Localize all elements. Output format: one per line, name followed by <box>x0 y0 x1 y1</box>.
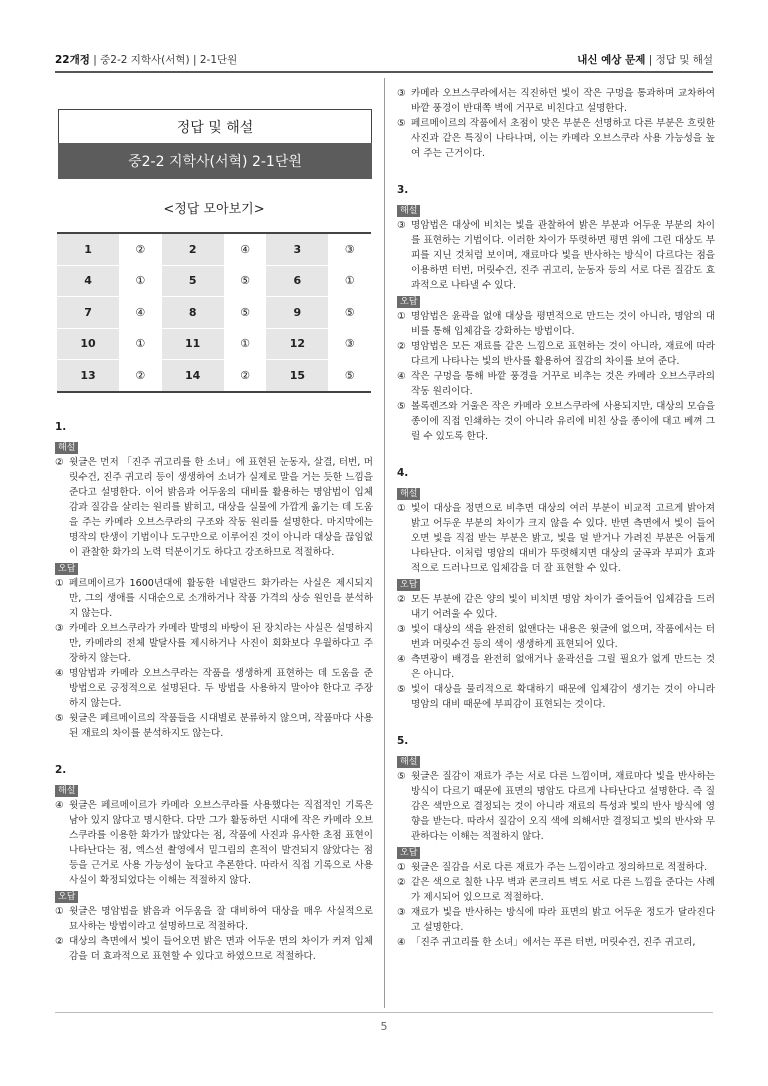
choice-marker: ③ <box>397 220 406 231</box>
item-text: 윗글은 먼저 「진주 귀고리를 한 소녀」에 표현된 눈동자, 살결, 터번, 머릿수건, 진주 귀고리 등이 생생하여 소녀가 실제로 말을 거는 듯한 느낌을 준다고 설명한다. 이어 밝음과 어두움의 대비를 활용하는 명암법이 입체감과 질감을 살리는 원리를 밝히고, 대상을 실물에 가깝게 옮기는 데 도움을 주는 카메라 오브스쿠라의 구조와 작동 원리를 설명한다. 마지막에는 명작의 탄생이 기법이나 도구만으로 이루어진 것이 아니라 대상을 끊임없이 관찰한 화가의 노력 덕분이기도 하다고 강조하므로 적절하다. <box>69 457 373 558</box>
explanation-tag <box>55 782 373 798</box>
wrong-answer-tag <box>55 888 373 904</box>
item-text: 빛이 대상을 물리적으로 확대하기 때문에 입체감이 생기는 것이 아니라 명암의 대비 때문에 부피감이 표현되는 것이다. <box>411 684 715 710</box>
answer-cell: ⑤ <box>328 297 371 329</box>
choice-marker: ④ <box>55 668 64 679</box>
choice-marker: ③ <box>397 88 406 99</box>
left-column <box>55 420 373 964</box>
footer-divider <box>55 1012 713 1013</box>
tag-label: 오답 <box>55 891 78 903</box>
answer-item <box>55 621 373 666</box>
choice-marker: ⑤ <box>397 118 406 129</box>
item-text: 명암법은 대상에 비치는 빛을 관찰하여 밝은 부분과 어두운 부분의 차이를 표현하는 기법이다. 이러한 차이가 뚜렷하면 평면 위에 그린 대상도 부피를 지닌 것처럼 보이며, 재료마다 빛을 반사하는 방식이 다르다는 점을 이용하면 터번, 머릿수건, 진주 귀고리, 눈동자 등의 서로 다른 질감도 효과적으로 나타낼 수 있다. <box>411 220 715 291</box>
right-column <box>397 86 715 950</box>
item-text: 윗글은 명암법을 밝음과 어두움을 잘 대비하여 대상을 매우 사실적으로 묘사하는 방법이라고 설명하므로 적절하다. <box>69 906 373 932</box>
answer-cell: ④ <box>224 233 267 265</box>
question-number: 4. <box>397 467 409 479</box>
tag-label: 해설 <box>397 488 420 500</box>
explanation-tag <box>397 753 715 769</box>
answer-cell: ② <box>119 233 162 265</box>
answer-row <box>57 297 371 329</box>
choice-marker: ② <box>55 936 64 947</box>
item-text: 명암법과 카메라 오브스쿠라는 작품을 생생하게 표현하는 데 도움을 준 방법으로 긍정적으로 설명된다. 두 방법을 사용하지 말아야 한다고 주장하지 않는다. <box>69 668 373 709</box>
item-text: 빛이 대상을 정면으로 비추면 대상의 여러 부분이 비교적 고르게 밝아져 밝고 어두운 부분의 차이가 크지 않을 수 있다. 반면 측면에서 빛이 들어오면 빛을 직접 받는 부분은 밝고, 빛을 덜 받거나 가려진 부분은 어둡게 나타난다. 이처럼 명암의 대비가 뚜렷해지면 대상의 굴곡과 부피가 효과적으로 드러나므로 입체감을 더 잘 표현할 수 있다. <box>411 503 715 574</box>
question-number-cell: 13 <box>57 360 119 392</box>
answer-row <box>57 360 371 392</box>
tag-label: 오답 <box>397 847 420 859</box>
answer-cell: ① <box>328 265 371 297</box>
choice-marker: ① <box>55 578 64 589</box>
wrong-answer-tag <box>397 576 715 592</box>
item-text: 재료가 빛을 반사하는 방식에 따라 표면의 밝고 어두운 정도가 달라진다고 설명한다. <box>411 907 715 933</box>
explanation-tag <box>55 439 373 455</box>
answer-row <box>57 265 371 297</box>
answer-cell: ⑤ <box>224 265 267 297</box>
choice-marker: ⑤ <box>55 713 64 724</box>
item-text: 같은 색으로 칠한 나무 벽과 콘크리트 벽도 서로 다른 느낌을 준다는 사례가 제시되어 있으므로 적절하다. <box>411 877 715 903</box>
answer-cell: ① <box>224 328 267 360</box>
item-text: 카메라 오브스쿠라에서는 직진하던 빛이 작은 구멍을 통과하며 교차하여 바깥 풍경이 반대쪽 벽에 거꾸로 비친다고 설명한다. <box>411 88 715 114</box>
answer-summary-title: <정답 모아보기> <box>163 202 265 217</box>
item-text: 빛이 대상의 색을 완전히 없앤다는 내용은 윗글에 없으며, 작품에서는 터번과 머릿수건 등의 색이 생생하게 표현되어 있다. <box>411 624 715 650</box>
question-number-cell: 6 <box>266 265 328 297</box>
wrong-answer-tag <box>55 560 373 576</box>
answer-item <box>397 592 715 622</box>
answer-cell: ⑤ <box>328 360 371 392</box>
answer-cell: ① <box>119 328 162 360</box>
item-text: 작은 구멍을 통해 바깥 풍경을 거꾸로 비추는 것은 카메라 오브스쿠라의 작동 원리이다. <box>411 371 715 397</box>
page-header <box>55 50 713 68</box>
choice-marker: ③ <box>397 907 406 918</box>
item-text: 윗글은 질감을 서로 다른 재료가 주는 느낌이라고 정의하므로 적절하다. <box>411 862 708 873</box>
question-number: 2. <box>55 764 67 776</box>
answer-item <box>397 218 715 293</box>
item-text: 윗글은 페르메이르의 작품들을 시대별로 분류하지 않으며, 작품마다 사용된 재료의 차이를 분석하지도 않는다. <box>69 713 373 739</box>
answer-item <box>55 576 373 621</box>
question-number-cell: 5 <box>162 265 224 297</box>
answer-cell: ② <box>119 360 162 392</box>
choice-marker: ③ <box>397 624 406 635</box>
answer-item <box>397 369 715 399</box>
answer-item <box>55 666 373 711</box>
choice-marker: ⑤ <box>397 401 406 412</box>
choice-marker: ② <box>55 457 64 468</box>
page-title: 정답 및 해설 <box>58 109 372 145</box>
tag-label: 오답 <box>55 563 78 575</box>
wrong-answer-tag <box>397 293 715 309</box>
choice-marker: ① <box>397 503 406 514</box>
item-text: 명암법은 모든 재료를 같은 느낌으로 표현하는 것이 아니라, 재료에 따라 다르게 나타나는 빛의 반사를 활용하여 질감의 차이를 보여 준다. <box>411 341 715 367</box>
question-number: 3. <box>397 184 409 196</box>
question-number-cell: 4 <box>57 265 119 297</box>
item-text: 윗글은 페르메이르가 카메라 오브스쿠라를 사용했다는 직접적인 기록은 남아 있지 않다고 명시한다. 다만 그가 활동하던 시대에 작은 카메라 오브스쿠라를 이용한 화가가 많았다는 점, 작품에 사진과 유사한 초점 표현이 나타난다는 점, 엑스선 촬영에서 밑그림의 흔적이 발견되지 않았다는 점 등을 근거로 사용 가능성이 높다고 추론한다. 따라서 직접 기록으로 사용 사실이 확정되었다는 이해는 적절하지 않다. <box>69 800 373 886</box>
answer-item <box>397 309 715 339</box>
answer-item <box>55 934 373 964</box>
item-text: 측면광이 배경을 완전히 없애거나 윤곽선을 그릴 필요가 없게 만드는 것은 아니다. <box>411 654 715 680</box>
choice-marker: ① <box>55 906 64 917</box>
item-text: 모든 부분에 같은 양의 빛이 비치면 명암 차이가 줄어들어 입체감을 드러내기 어려울 수 있다. <box>411 594 715 620</box>
answer-table <box>57 232 371 393</box>
answer-cell: ③ <box>328 328 371 360</box>
item-text: 페르메이르의 작품에서 초점이 맞은 부분은 선명하고 다른 부분은 흐릿한 사진과 같은 특징이 나타나며, 이는 카메라 오브스쿠라 사용 가능성을 높여 주는 근거이다. <box>411 118 715 159</box>
item-text: 페르메이르가 1600년대에 활동한 네덜란드 화가라는 사실은 제시되지만, 그의 생애를 시대순으로 소개하거나 작품 가격의 상승 원인을 분석하지 않는다. <box>69 578 373 619</box>
question-number-cell: 12 <box>266 328 328 360</box>
explanation-tag <box>397 485 715 501</box>
tag-label: 해설 <box>55 442 78 454</box>
question-number-cell: 11 <box>162 328 224 360</box>
answer-item <box>397 682 715 712</box>
question-number-cell: 2 <box>162 233 224 265</box>
choice-marker: ④ <box>397 937 406 948</box>
answer-item <box>397 905 715 935</box>
answer-item <box>397 935 715 950</box>
item-text: 대상의 측면에서 빛이 들어오면 밝은 면과 어두운 면의 차이가 커져 입체감을 더 효과적으로 표현할 수 있다고 하였으므로 적절하다. <box>69 936 373 962</box>
tag-label: 해설 <box>55 785 78 797</box>
item-text: 윗글은 질감이 재료가 주는 서로 다른 느낌이며, 재료마다 빛을 반사하는 방식이 다르기 때문에 표면의 명암도 다르게 나타난다고 설명한다. 즉 질감은 색만으로 결정되는 것이 아니라 재료의 특성과 빛의 반사 방식에 영향을 받는다. 따라서 질감이 오직 색에 의해서만 결정되고 빛의 반사와 무관하다는 이해는 적절하지 않다. <box>411 771 715 842</box>
answer-item <box>397 652 715 682</box>
question-number-cell: 15 <box>266 360 328 392</box>
choice-marker: ① <box>397 862 406 873</box>
choice-marker: ② <box>397 341 406 352</box>
page-subtitle: 중2-2 지학사(서혁) 2-1단원 <box>58 143 372 179</box>
answer-row <box>57 328 371 360</box>
column-divider <box>384 78 385 1008</box>
spacer <box>397 444 715 454</box>
answer-row <box>57 233 371 265</box>
item-text: 카메라 오브스쿠라가 카메라 발명의 바탕이 된 장치라는 사실은 설명하지만, 카메라의 전체 발달사를 제시하거나 사진이 회화보다 우월하다고 주장하지 않는다. <box>69 623 373 664</box>
answer-item <box>397 339 715 369</box>
answer-item <box>397 86 715 116</box>
answer-item <box>397 875 715 905</box>
wrong-answer-tag <box>397 844 715 860</box>
question-number-cell: 9 <box>266 297 328 329</box>
item-text: 「진주 귀고리를 한 소녀」에서는 푸른 터번, 머릿수건, 진주 귀고리, <box>411 937 696 948</box>
tag-label: 해설 <box>397 205 420 217</box>
tag-label: 오답 <box>397 296 420 308</box>
spacer <box>55 741 373 751</box>
item-text: 명암법은 윤곽을 없애 대상을 평면적으로 만드는 것이 아니라, 명암의 대비를 통해 입체감을 강화하는 방법이다. <box>411 311 715 337</box>
spacer <box>397 712 715 722</box>
header-right: 내신 예상 문제 | 정답 및 해설 <box>577 54 713 66</box>
explanation-tag <box>397 202 715 218</box>
answer-item <box>55 798 373 888</box>
answer-item <box>55 904 373 934</box>
choice-marker: ② <box>397 594 406 605</box>
question-number-cell: 14 <box>162 360 224 392</box>
answer-cell: ④ <box>119 297 162 329</box>
answer-item <box>397 860 715 875</box>
choice-marker: ③ <box>55 623 64 634</box>
page-number: 5 <box>380 1020 388 1033</box>
answer-item <box>397 501 715 576</box>
answer-item <box>397 116 715 161</box>
answer-cell: ⑤ <box>224 297 267 329</box>
question-number-cell: 8 <box>162 297 224 329</box>
choice-marker: ④ <box>397 371 406 382</box>
answer-item <box>397 769 715 844</box>
choice-marker: ⑤ <box>397 771 406 782</box>
answer-item <box>55 711 373 741</box>
question-number: 1. <box>55 421 67 433</box>
answer-item <box>397 622 715 652</box>
item-text: 볼록렌즈와 거울은 작은 카메라 오브스쿠라에 사용되지만, 대상의 모습을 종이에 직접 인쇄하는 것이 아니라 유리에 비친 상을 종이에 대고 베껴 그릴 수 있도록 한다. <box>411 401 715 442</box>
answer-cell: ② <box>224 360 267 392</box>
question-number: 5. <box>397 735 409 747</box>
answer-cell: ③ <box>328 233 371 265</box>
question-number-cell: 10 <box>57 328 119 360</box>
tag-label: 해설 <box>397 756 420 768</box>
tag-label: 오답 <box>397 579 420 591</box>
choice-marker: ④ <box>397 654 406 665</box>
header-divider <box>55 71 713 73</box>
choice-marker: ② <box>397 877 406 888</box>
spacer <box>397 161 715 171</box>
choice-marker: ① <box>397 311 406 322</box>
choice-marker: ④ <box>55 800 64 811</box>
choice-marker: ⑤ <box>397 684 406 695</box>
answer-item <box>397 399 715 444</box>
header-left: 22개정 | 중2-2 지학사(서혁) | 2-1단원 <box>55 54 238 66</box>
question-number-cell: 7 <box>57 297 119 329</box>
answer-cell: ① <box>119 265 162 297</box>
question-number-cell: 1 <box>57 233 119 265</box>
answer-item <box>55 455 373 560</box>
question-number-cell: 3 <box>266 233 328 265</box>
